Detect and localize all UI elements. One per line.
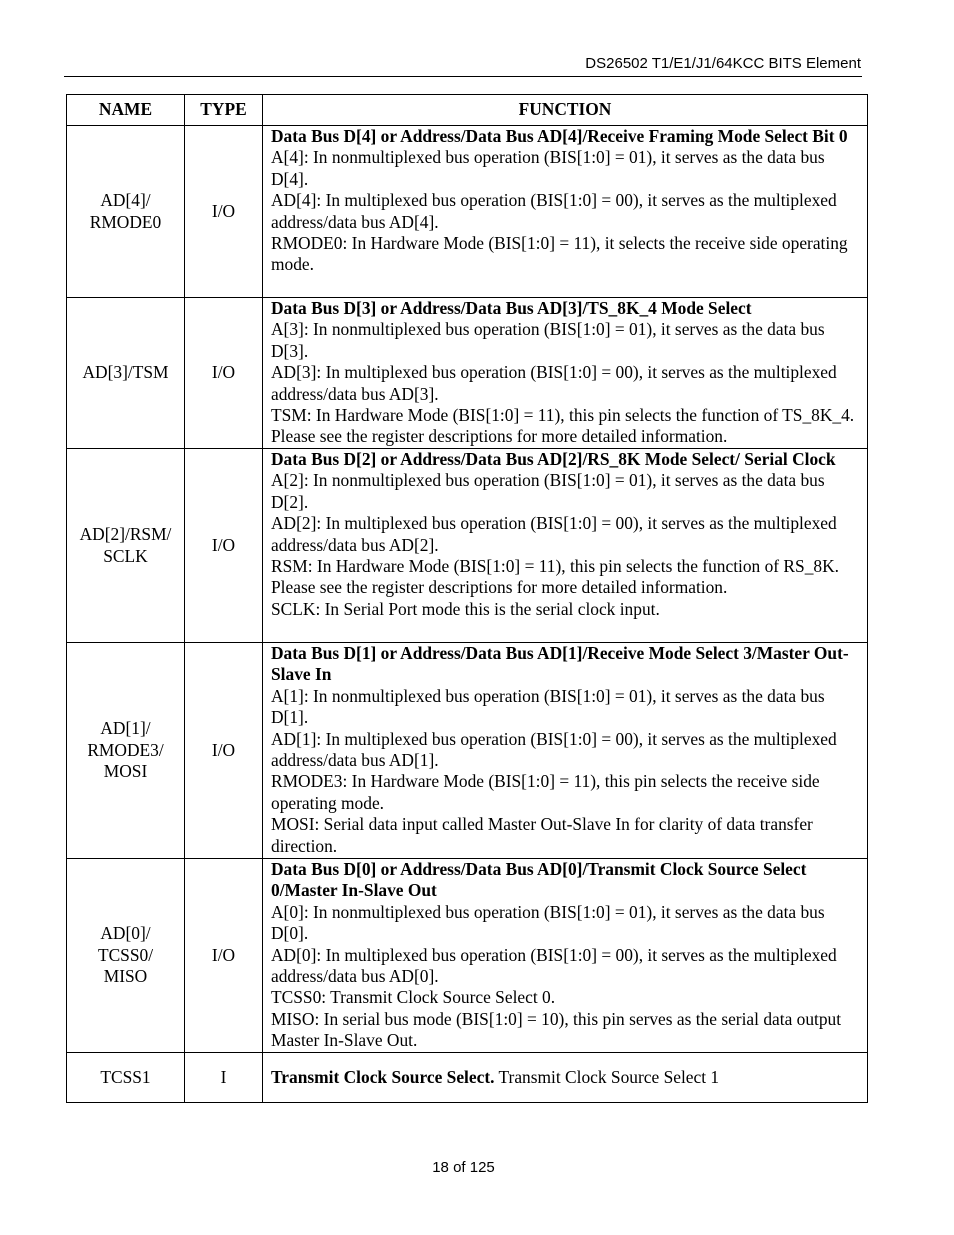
function-heading: [271, 126, 859, 147]
function-description: AD[3]: In multiplexed bus operation (BIS[1:0] = 00), it serves as the multiplexed address/data bus AD[3].: [271, 362, 837, 404]
pin-function-cell: [263, 126, 868, 298]
pin-name-line: MOSI: [103, 761, 148, 782]
table-row: [67, 298, 868, 449]
function-description: MOSI: Serial data input called Master Out-Slave In for clarity of data transfer direction.: [271, 814, 813, 856]
pin-name-line: RMODE3/: [87, 739, 164, 760]
function-description: A[3]: In nonmultiplexed bus operation (BIS[1:0] = 01), it serves as the data bus D[3].: [271, 319, 825, 361]
pin-name-cell: [67, 449, 185, 643]
function-description: AD[4]: In multiplexed bus operation (BIS[1:0] = 00), it serves as the multiplexed address/data bus AD[4].: [271, 190, 837, 232]
pin-name-cell: [67, 1053, 185, 1103]
function-inline-text: Transmit Clock Source Select 1: [494, 1066, 720, 1087]
pin-name-line: MISO: [103, 966, 148, 987]
function-description: A[4]: In nonmultiplexed bus operation (BIS[1:0] = 01), it serves as the data bus D[4].: [271, 147, 825, 189]
function-description: TSM: In Hardware Mode (BIS[1:0] = 11), this pin selects the function of TS_8K_4. Please see the register descriptions for more detailed information.: [271, 405, 855, 447]
pin-name-line: AD[0]/: [100, 923, 151, 944]
pin-function-cell: [263, 643, 868, 859]
function-heading: [271, 643, 859, 686]
function-description: A[2]: In nonmultiplexed bus operation (BIS[1:0] = 01), it serves as the data bus D[2].: [271, 470, 825, 512]
pin-type-cell: I/O: [185, 126, 263, 298]
table-row: [67, 1053, 868, 1103]
column-header-type: TYPE: [185, 95, 263, 126]
pin-function-cell: [263, 859, 868, 1053]
function-heading: [271, 449, 859, 470]
table-header-row: [67, 95, 868, 126]
pin-description-table: [66, 94, 868, 1103]
function-heading: [271, 1067, 859, 1088]
pin-function-cell: [263, 1053, 868, 1103]
column-header-name: NAME: [67, 95, 185, 126]
pin-function-cell: [263, 298, 868, 449]
function-description: A[1]: In nonmultiplexed bus operation (BIS[1:0] = 01), it serves as the data bus D[1].: [271, 685, 825, 728]
function-title: Data Bus D[1] or Address/Data Bus AD[1]/Receive Mode Select 3/Master Out-Slave In: [271, 643, 849, 685]
function-title: Data Bus D[0] or Address/Data Bus AD[0]/Transmit Clock Source Select 0/Master In-Slave Out: [271, 859, 807, 901]
function-title: Transmit Clock Source Select.: [271, 1066, 495, 1087]
function-title: Data Bus D[3] or Address/Data Bus AD[3]/TS_8K_4 Mode Select: [271, 298, 752, 318]
page-number: 18 of 125: [432, 1159, 495, 1176]
function-description: AD[2]: In multiplexed bus operation (BIS[1:0] = 00), it serves as the multiplexed address/data bus AD[2].: [271, 513, 837, 555]
table-row: [67, 643, 868, 859]
function-description: RSM: In Hardware Mode (BIS[1:0] = 11), this pin selects the function of RS_8K. Please see the register descriptions for more detailed information.: [271, 556, 840, 598]
pin-name-line: AD[4]/: [100, 190, 151, 211]
pin-name-cell: [67, 298, 185, 449]
function-description: A[0]: In nonmultiplexed bus operation (BIS[1:0] = 01), it serves as the data bus D[0].: [271, 901, 825, 944]
pin-type-cell: I/O: [185, 449, 263, 643]
function-description: SCLK: In Serial Port mode this is the serial clock input.: [271, 598, 660, 619]
pin-name-cell: [67, 643, 185, 859]
function-description: RMODE0: In Hardware Mode (BIS[1:0] = 11), it selects the receive side operating mode.: [271, 233, 848, 275]
pin-type-cell: I/O: [185, 643, 263, 859]
pin-name-cell: [67, 859, 185, 1053]
pin-type-cell: I/O: [185, 298, 263, 449]
pin-name-line: AD[1]/: [100, 718, 151, 739]
pin-function-cell: [263, 449, 868, 643]
pin-name-line: SCLK: [103, 545, 148, 566]
pin-name-line: AD[3]/TSM: [82, 362, 169, 383]
function-title: Data Bus D[4] or Address/Data Bus AD[4]/Receive Framing Mode Select Bit 0: [271, 126, 848, 146]
function-title: Data Bus D[2] or Address/Data Bus AD[2]/RS_8K Mode Select/ Serial Clock: [271, 449, 836, 469]
function-description: TCSS0: Transmit Clock Source Select 0.: [271, 987, 556, 1008]
pin-name-line: TCSS1: [100, 1066, 151, 1087]
pin-name-line: TCSS0/: [97, 944, 154, 965]
pin-name-cell: [67, 126, 185, 298]
table-row: [67, 449, 868, 643]
function-description: AD[1]: In multiplexed bus operation (BIS[1:0] = 00), it serves as the multiplexed address/data bus AD[1].: [271, 728, 837, 771]
function-heading: [271, 298, 859, 319]
function-heading: [271, 859, 859, 902]
document-header-title: DS26502 T1/E1/J1/64KCC BITS Element: [585, 55, 861, 72]
pin-type-cell: I: [185, 1053, 263, 1103]
pin-name-line: RMODE0: [89, 211, 162, 232]
function-description: RMODE3: In Hardware Mode (BIS[1:0] = 11), this pin selects the receive side operating mode.: [271, 771, 820, 813]
table-row: [67, 126, 868, 298]
header-rule: [64, 76, 862, 77]
function-description: MISO: In serial bus mode (BIS[1:0] = 10), this pin serves as the serial data output Master In-Slave Out.: [271, 1008, 842, 1051]
table-row: [67, 859, 868, 1053]
pin-name-line: AD[2]/RSM/: [79, 524, 172, 545]
column-header-function: FUNCTION: [263, 95, 868, 126]
pin-type-cell: I/O: [185, 859, 263, 1053]
function-description: AD[0]: In multiplexed bus operation (BIS[1:0] = 00), it serves as the multiplexed address/data bus AD[0].: [271, 944, 837, 987]
